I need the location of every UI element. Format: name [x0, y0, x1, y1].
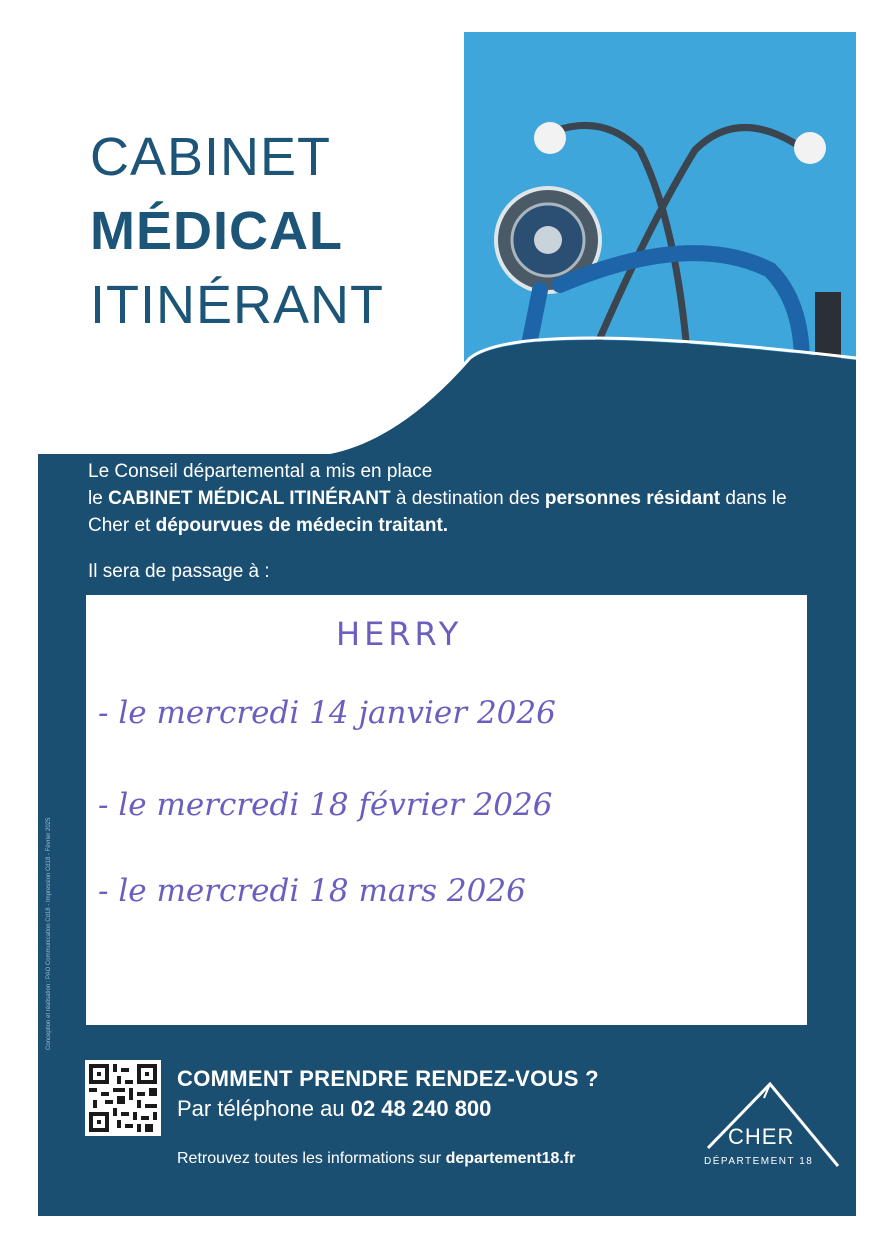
intro-paragraph: [88, 458, 788, 539]
rdv-info-prefix: Retrouvez toutes les informations sur: [177, 1150, 446, 1167]
handwritten-box: [86, 595, 807, 1025]
handwritten-date: - le mercredi 18 février 2026: [98, 787, 553, 823]
qr-code-icon[interactable]: [85, 1060, 161, 1136]
intro-text: à destination des: [390, 488, 545, 509]
handwritten-date: - le mercredi 18 mars 2026: [98, 873, 526, 909]
title-line-3: ITINÉRANT: [90, 275, 385, 335]
title-line-1: CABINET: [90, 127, 332, 187]
side-credit: Conception et réalisation : PAO Communication Cd18 - Impression Cd18 - Février 2025: [46, 817, 52, 1050]
rdv-phone-prefix: Par téléphone au: [177, 1096, 351, 1121]
intro-text: dans le Cher et: [88, 488, 787, 536]
rdv-title: COMMENT PRENDRE RENDEZ-VOUS ?: [177, 1066, 599, 1091]
logo-subtitle: DÉPARTEMENT 18: [704, 1156, 814, 1167]
qr-code-graphic: [85, 1060, 161, 1136]
title-line-2: MÉDICAL: [90, 201, 343, 261]
rdv-info: [177, 1150, 575, 1168]
intro-bold: CABINET MÉDICAL ITINÉRANT: [108, 488, 391, 509]
page-title: [90, 127, 385, 335]
intro-bold: personnes résidant: [544, 488, 721, 509]
intro-bold: dépourvues de médecin traitant.: [155, 515, 449, 536]
intro-text: le: [88, 488, 109, 509]
handwritten-town: HERRY: [336, 615, 463, 653]
intro-text: Le Conseil départemental a mis en place: [88, 461, 433, 482]
logo-word: CHER: [728, 1124, 795, 1149]
rdv-phone: [177, 1096, 491, 1122]
phone-number-link[interactable]: 02 48 240 800: [350, 1096, 492, 1121]
passage-label: Il sera de passage à :: [88, 561, 270, 582]
handwritten-date: - le mercredi 14 janvier 2026: [98, 695, 556, 731]
website-link[interactable]: departement18.fr: [445, 1150, 576, 1167]
